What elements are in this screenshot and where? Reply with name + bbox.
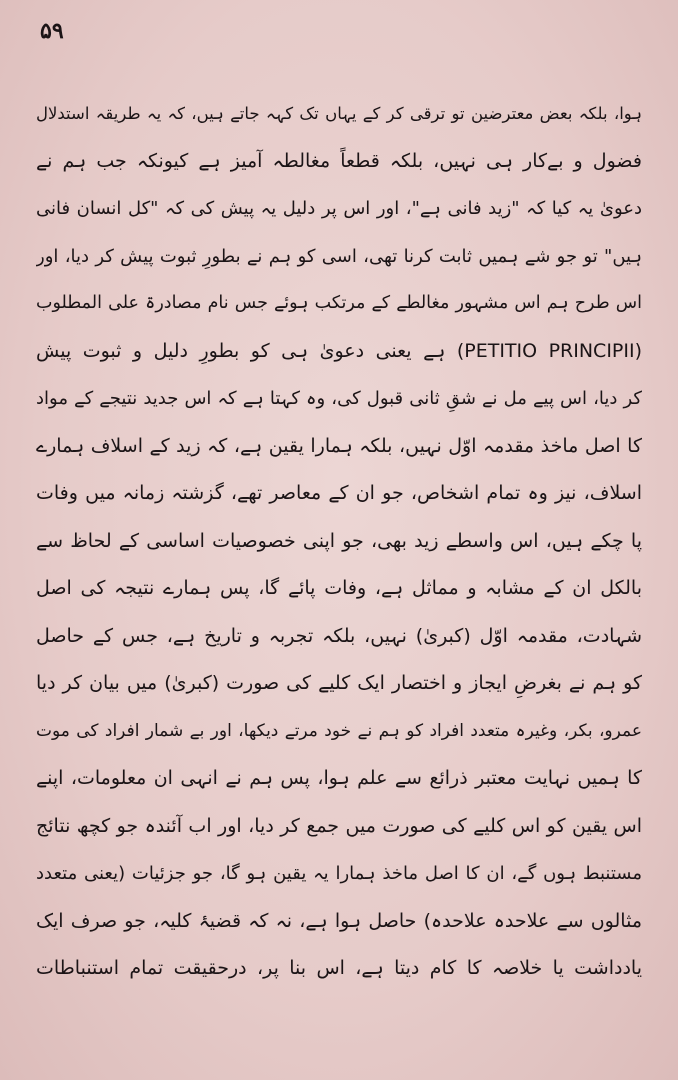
text-line-19: یادداشت یا خلاصہ کا کام دیتا ہے، اس بنا پر، درحقیقت تمام استنباطات xyxy=(36,957,642,979)
text-line-17: مستنبط ہوں گے، ان کا اصل ماخذ ہمارا یہ یقین ہو گا، جو جزئیات (یعنی متعدد xyxy=(36,863,642,884)
text-line-4: ہیں" تو جو شے ہمیں ثابت کرنا تھی، اسی کو ہم نے بطورِ ثبوت پیش کر دیا، اور xyxy=(36,245,642,267)
text-line-10: پا چکے ہیں، اس واسطے زید بھی، جو اپنی خصوصیات اساسی کے لحاظ سے xyxy=(36,529,642,552)
text-line-14: عمرو، بکر، وغیرہ متعدد افراد کو ہم نے خود مرتے دیکھا، اور بے شمار افراد کی موت xyxy=(36,720,642,741)
text-line-2: فضول و بےکار ہی نہیں، بلکہ قطعاً مغالطہ آمیز ہے کیونکہ جب ہم نے xyxy=(36,149,642,172)
text-line-3: دعویٰ یہ کیا کہ "زید فانی ہے"، اور اس پر دلیل یہ پیش کی کہ "کل انسان فانی xyxy=(36,198,642,219)
text-line-16: اس یقین کو اس کلیے کی صورت میں جمع کر دیا، اور اب آئندہ جو کچھ نتائج xyxy=(36,814,642,837)
text-line-18: مثالوں سے علاحدہ علاحدہ) حاصل ہوا ہے، نہ کہ قضیۂ کلیہ، جو صرف ایک xyxy=(36,909,642,932)
text-line-13: کو ہم نے بغرضِ ایجاز و اختصار ایک کلیے کی صورت (کبریٰ) میں بیان کر دیا xyxy=(36,672,642,694)
page-number: ۵۹ xyxy=(40,18,64,44)
text-line-15: کا ہمیں نہایت معتبر ذرائع سے علم ہوا، پس ہم نے انہی ان معلومات، اپنے xyxy=(36,767,642,789)
text-line-12: شہادت، مقدمہ اوّل (کبریٰ) نہیں، بلکہ تجربہ و تاریخ ہے، جس کے حاصل xyxy=(36,624,642,647)
text-line-9: اسلاف، نیز وہ تمام اشخاص، جو ان کے معاصر تھے، گزشتہ زمانہ میں وفات xyxy=(36,482,642,504)
text-line-6: (PETITIO PRINCIPII) ہے یعنی دعویٰ ہی کو بطورِ دلیل و ثبوت پیش xyxy=(36,339,642,362)
text-line-11: بالکل ان کے مشابہ و مماثل ہے، وفات پائے گا، پس ہمارے نتیجہ کی اصل xyxy=(36,577,642,599)
body-text xyxy=(36,90,642,993)
text-line-7: کر دیا، اس پیے مل نے شقِ ثانی قبول کی، وہ کہتا ہے کہ اس جدید نتیجے کے مواد xyxy=(36,388,642,409)
text-line-1: ہوا، بلکہ بعض معترضین تو ترقی کر کے یہاں تک کہہ جاتے ہیں، کہ یہ طریقہ استدلال xyxy=(36,104,642,123)
text-line-5: اس طرح ہم اس مشہور مغالطے کے مرتکب ہوئے جس نام مصادرۃ علی المطلوب xyxy=(36,293,642,313)
text-line-8: کا اصل ماخذ مقدمہ اوّل نہیں، بلکہ ہمارا یقین ہے، کہ زید کے اسلاف ہمارے xyxy=(36,434,642,457)
